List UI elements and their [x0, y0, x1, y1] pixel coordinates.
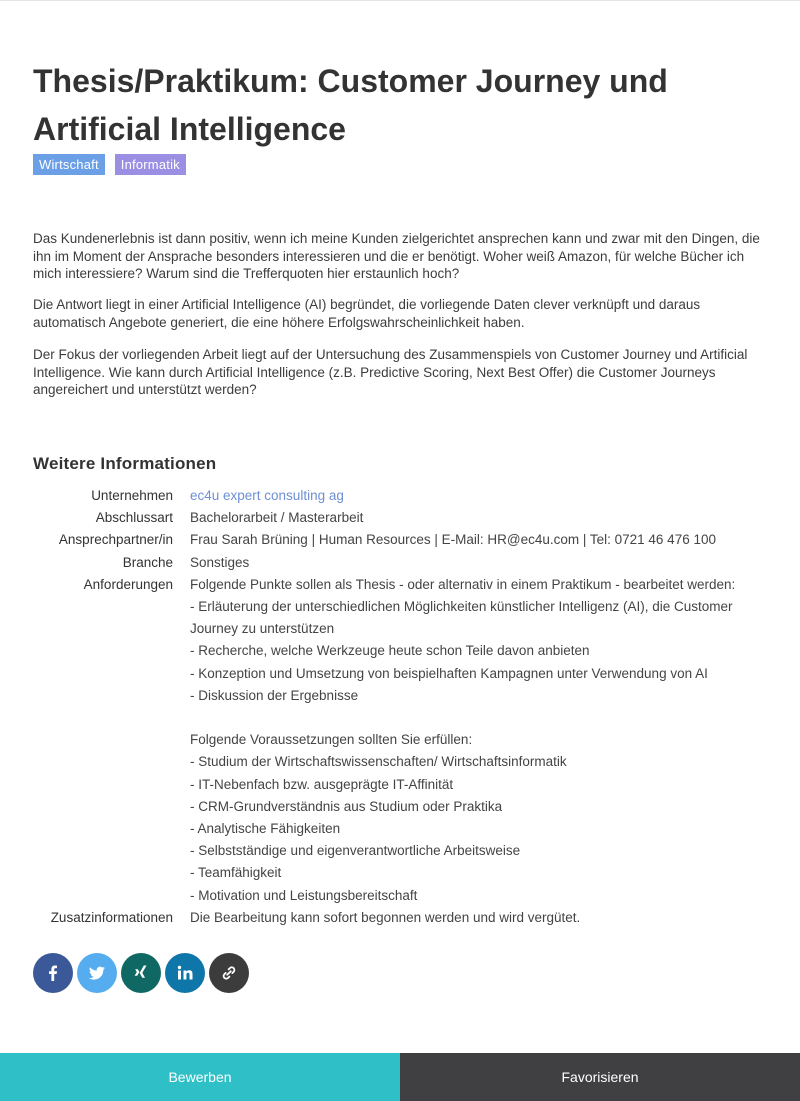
prereq-item: - IT-Nebenfach bzw. ausgeprägte IT-Affinität — [190, 776, 454, 792]
twitter-icon — [87, 963, 107, 983]
prereq-item: - Motivation und Leistungsbereitschaft — [190, 887, 418, 903]
description-paragraph-3: Der Fokus der vorliegenden Arbeit liegt auf der Untersuchung des Zusammenspiels von Customer Journey und Artificial Intelligence. Wie kann durch Artificial Intelligence (z.B. Predictive Scoring, Next Best Offer) die Customer Journeys angereichert und unterstützt werden? — [33, 347, 748, 397]
prereq-item: - Selbstständige und eigenverantwortliche Arbeitsweise — [190, 843, 521, 859]
description-paragraph-2: Die Antwort liegt in einer Artificial Intelligence (AI) begründet, die vorliegende Daten clever verknüpft und daraus automatisch Angebote generiert, die eine höhere Erfolgswahrscheinlichkeit haben. — [33, 297, 701, 330]
contact-label: Ansprechpartner/in — [58, 532, 173, 548]
task-item: - Diskussion der Ergebnisse — [190, 687, 359, 703]
industry-label: Branche — [122, 554, 173, 570]
link-icon — [219, 963, 239, 983]
info-row-contact — [33, 529, 773, 551]
linkedin-share-button[interactable] — [165, 953, 205, 993]
info-row-industry — [33, 552, 773, 574]
info-row-company — [33, 485, 773, 507]
prereq-item: - Analytische Fähigkeiten — [190, 821, 341, 837]
info-row-requirements — [33, 574, 773, 907]
industry-value: Sonstiges — [190, 554, 250, 570]
twitter-share-button[interactable] — [77, 953, 117, 993]
requirements-value — [190, 574, 750, 907]
info-row-extra — [33, 907, 773, 929]
requirements-intro-prereqs: Folgende Voraussetzungen sollten Sie erfüllen: — [190, 732, 473, 748]
description-paragraph-1: Das Kundenerlebnis ist dann positiv, wenn ich meine Kunden zielgerichtet ansprechen kann und zwar mit den Dingen, die ihn im Moment der Ansprache besonders interessieren und die er benötigt. Woher weiß Amazon, für welche Bücher ich mich interessiere? Warum sind die Trefferquoten hier erstaunlich hoch? — [33, 231, 760, 281]
extra-value: Die Bearbeitung kann sofort begonnen werden und wird vergütet. — [190, 909, 581, 925]
favorite-button[interactable]: Favorisieren — [400, 1053, 800, 1101]
task-item: - Erläuterung der unterschiedlichen Möglichkeiten künstlicher Intelligenz (AI), die Customer Journey zu unterstützen — [190, 599, 733, 637]
info-row-degree — [33, 507, 773, 529]
requirements-label: Anforderungen — [83, 576, 173, 592]
tag-wirtschaft[interactable]: Wirtschaft — [33, 154, 105, 175]
requirements-intro-tasks: Folgende Punkte sollen als Thesis - oder alternativ in einem Praktikum - bearbeitet werden: — [190, 576, 736, 592]
bottom-action-bar — [0, 1053, 800, 1101]
section-title-more-info: Weitere Informationen — [33, 454, 217, 473]
prereq-item: - Teamfähigkeit — [190, 865, 282, 881]
degree-label: Abschlussart — [95, 510, 173, 526]
requirements-spacer — [190, 707, 750, 729]
task-item: - Recherche, welche Werkzeuge heute schon Teile davon anbieten — [190, 643, 590, 659]
copy-link-button[interactable] — [209, 953, 249, 993]
apply-button[interactable]: Bewerben — [0, 1053, 400, 1101]
prereq-item: - CRM-Grundverständnis aus Studium oder Praktika — [190, 798, 503, 814]
info-table — [33, 485, 773, 929]
prereq-item: - Studium der Wirtschaftswissenschaften/ Wirtschaftsinformatik — [190, 754, 567, 770]
task-item: - Konzeption und Umsetzung von beispielhaften Kampagnen unter Verwendung von AI — [190, 665, 708, 681]
degree-value: Bachelorarbeit / Masterarbeit — [190, 510, 364, 526]
xing-icon — [131, 963, 151, 983]
contact-value: Frau Sarah Brüning | Human Resources | E-Mail: HR@ec4u.com | Tel: 0721 46 476 100 — [190, 532, 716, 548]
tag-informatik[interactable]: Informatik — [115, 154, 186, 175]
category-tags — [33, 154, 186, 175]
job-title: Thesis/Praktikum: Customer Journey und Artificial Intelligence — [33, 63, 668, 147]
facebook-share-button[interactable] — [33, 953, 73, 993]
xing-share-button[interactable] — [121, 953, 161, 993]
linkedin-icon — [175, 963, 195, 983]
company-value — [190, 485, 750, 507]
extra-label: Zusatzinformationen — [50, 909, 173, 925]
company-label: Unternehmen — [91, 488, 173, 503]
company-link[interactable]: ec4u expert consulting ag — [190, 488, 344, 503]
facebook-icon — [43, 963, 63, 983]
share-buttons — [33, 953, 249, 993]
